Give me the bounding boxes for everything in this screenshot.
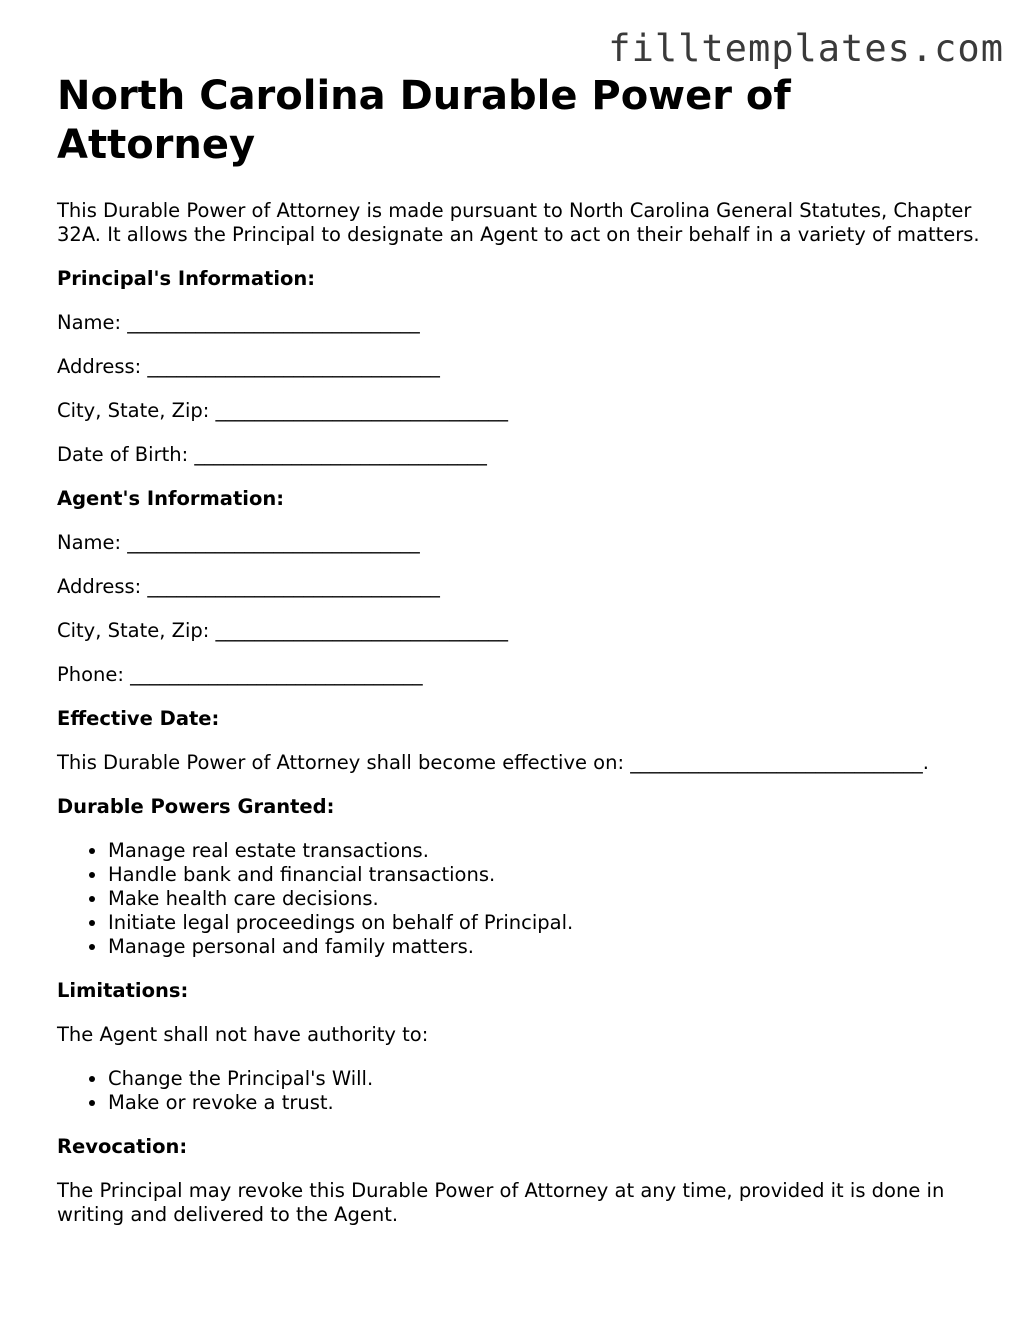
powers-list (57, 839, 987, 959)
list-item: • Handle bank and financial transactions. (108, 863, 987, 887)
list-item: • Make or revoke a trust. (108, 1091, 987, 1115)
list-item: • Initiate legal proceedings on behalf of Principal. (108, 911, 987, 935)
principal-address-field: Address: ______________________________ (57, 355, 440, 378)
list-item: • Manage personal and family matters. (108, 935, 987, 959)
principal-city-field: City, State, Zip: ______________________________ (57, 399, 509, 422)
principal-name-field: Name: ______________________________ (57, 311, 420, 334)
limitations-text: The Agent shall not have authority to: (57, 1023, 429, 1046)
list-item: • Change the Principal's Will. (108, 1067, 987, 1091)
effective-date-text: This Durable Power of Attorney shall become effective on: ______________________________. (57, 751, 929, 774)
document-page (57, 72, 987, 1247)
powers-heading: Durable Powers Granted: (57, 795, 335, 818)
revocation-text: The Principal may revoke this Durable Power of Attorney at any time, provided it is done in writing and delivered to the Agent. (57, 1179, 945, 1226)
watermark: filltemplates.com (608, 27, 1004, 70)
list-item: • Make health care decisions. (108, 887, 987, 911)
list-item: • Manage real estate transactions. (108, 839, 987, 863)
agent-name-field: Name: ______________________________ (57, 531, 420, 554)
limitations-heading: Limitations: (57, 979, 189, 1002)
agent-heading: Agent's Information: (57, 487, 285, 510)
agent-city-field: City, State, Zip: ______________________________ (57, 619, 509, 642)
document-title: North Carolina Durable Power of Attorney (57, 73, 791, 168)
principal-dob-field: Date of Birth: ______________________________ (57, 443, 487, 466)
intro-paragraph: This Durable Power of Attorney is made pursuant to North Carolina General Statutes, Chapter 32A. It allows the Principal to designate an Agent to act on their behalf in a variety of matters. (57, 199, 980, 246)
principal-heading: Principal's Information: (57, 267, 316, 290)
limitations-list (57, 1067, 987, 1115)
revocation-heading: Revocation: (57, 1135, 188, 1158)
agent-address-field: Address: ______________________________ (57, 575, 440, 598)
agent-phone-field: Phone: ______________________________ (57, 663, 423, 686)
effective-date-heading: Effective Date: (57, 707, 220, 730)
